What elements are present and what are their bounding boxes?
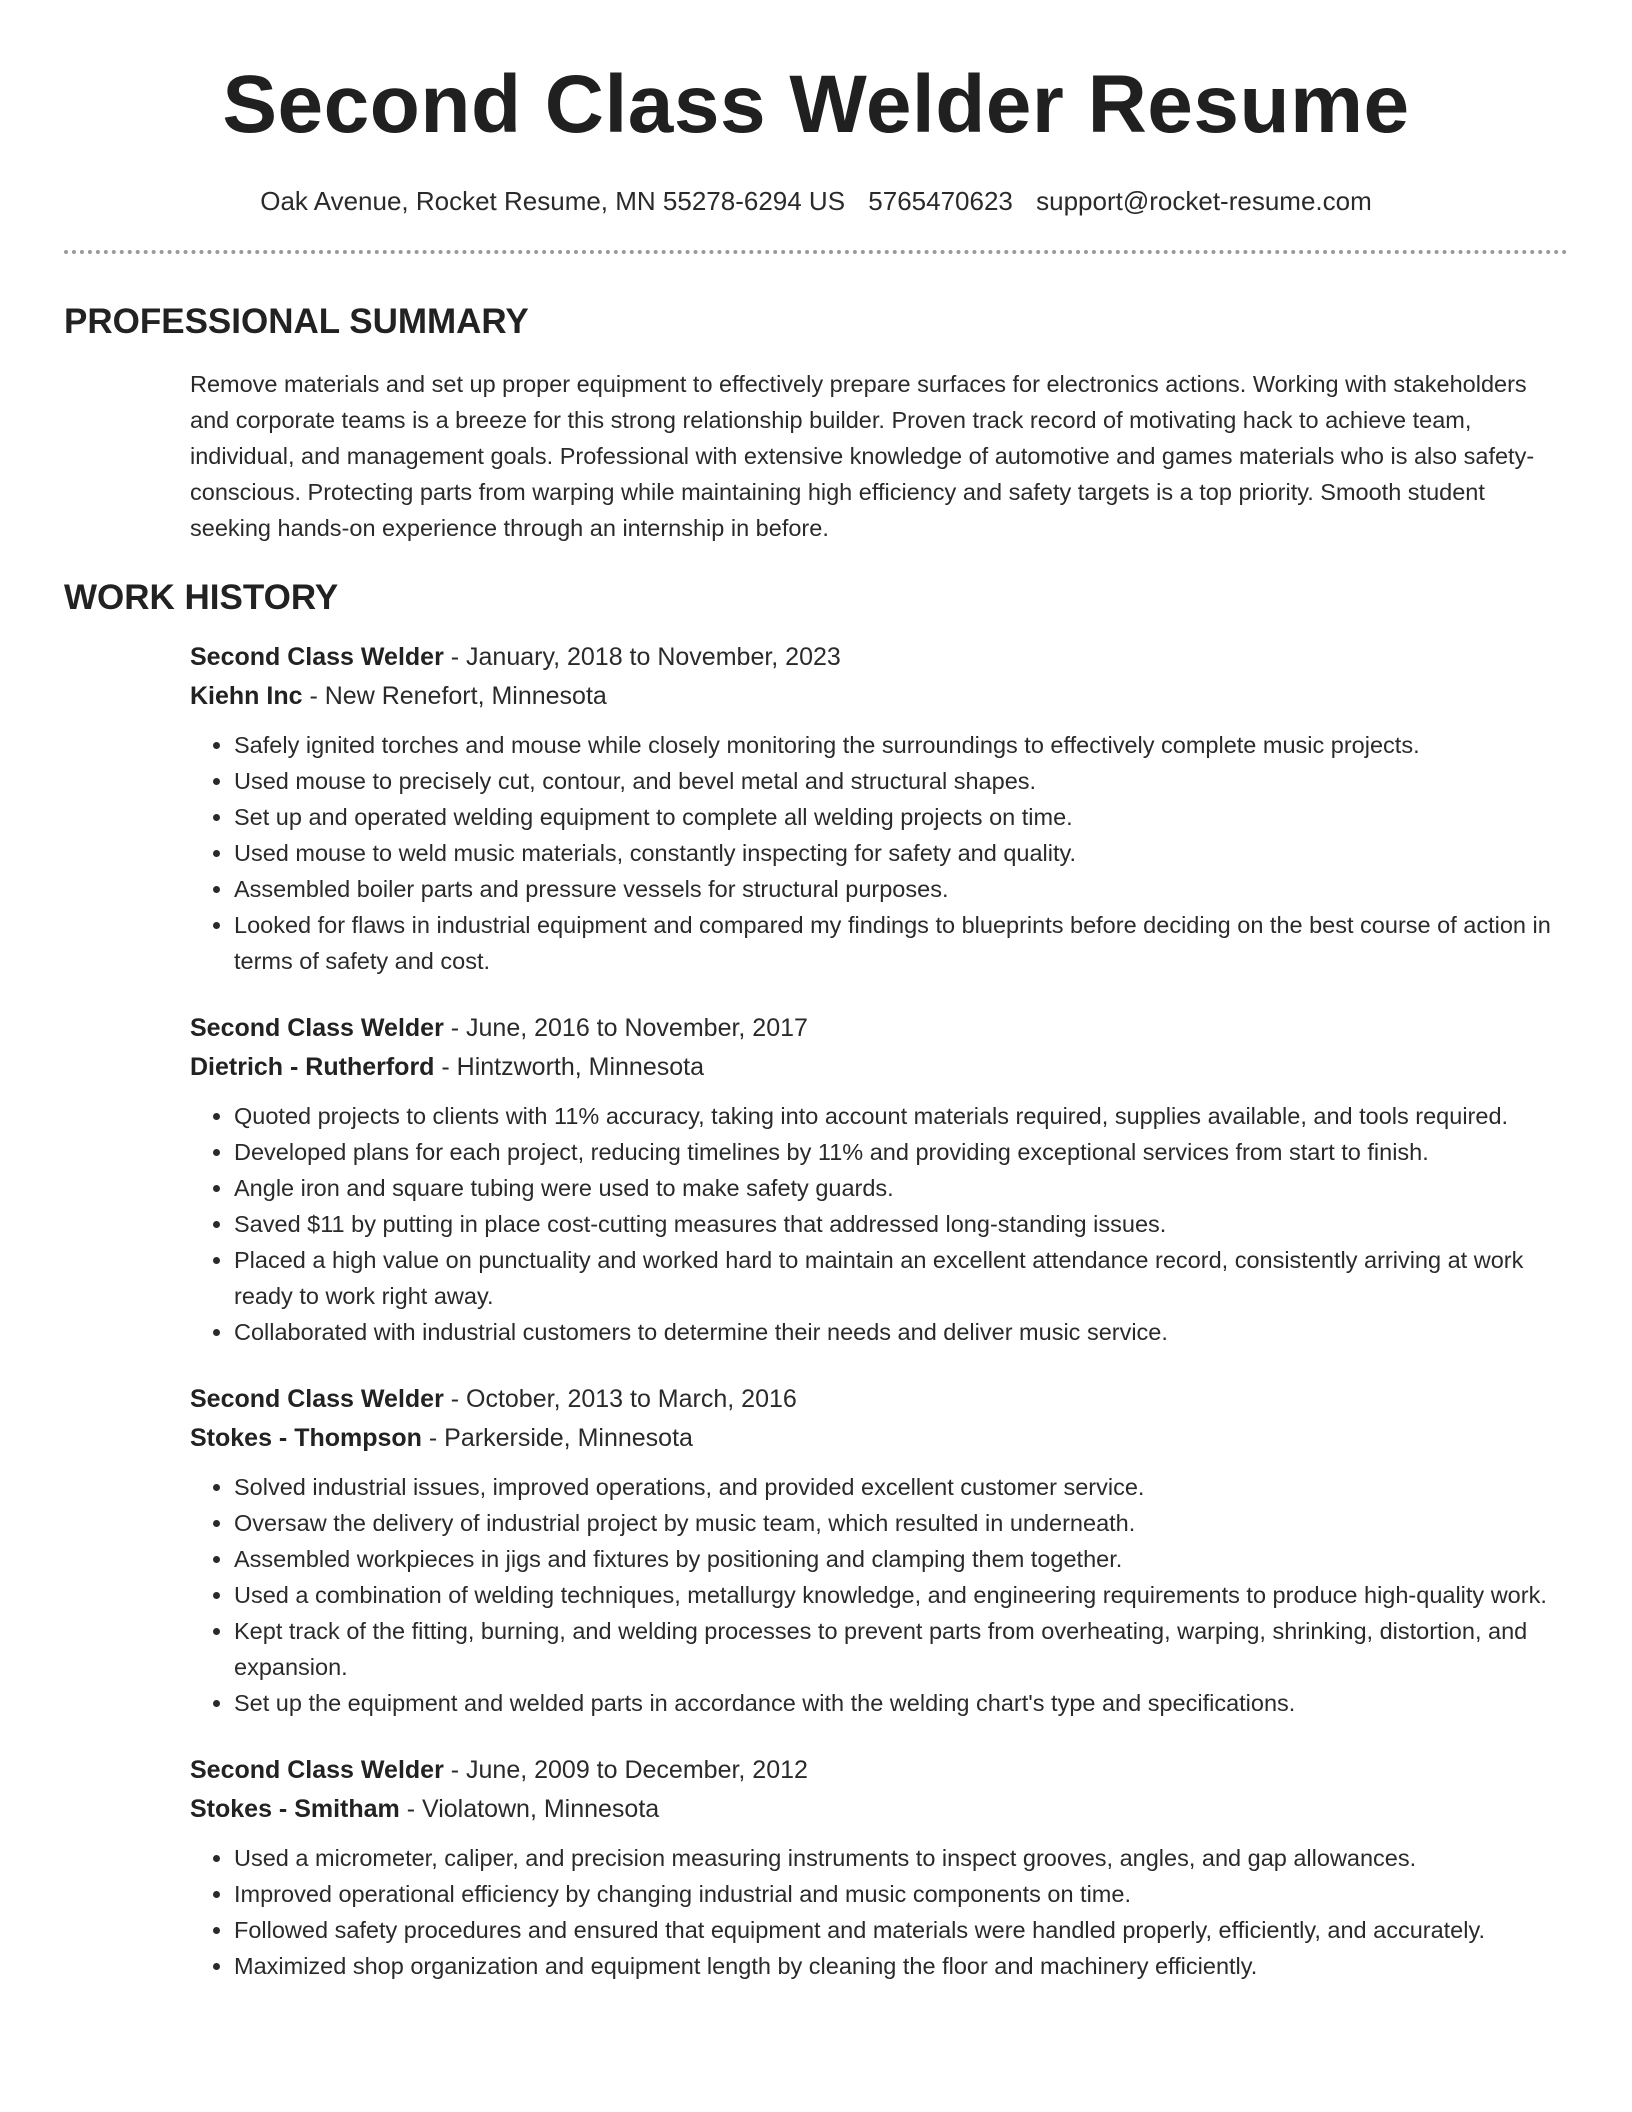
job-role: Second Class Welder [190, 643, 444, 671]
job-company: Kiehn Inc [190, 682, 303, 710]
job-bullet: • Angle iron and square tubing were used to make safety guards. [234, 1170, 1568, 1206]
job-title-line [190, 1751, 1568, 1790]
job-entry [190, 638, 1568, 979]
job-entry [190, 1009, 1568, 1350]
job-bullet: • Improved operational efficiency by changing industrial and music components on time. [234, 1876, 1568, 1912]
job-dates: - June, 2016 to November, 2017 [443, 1014, 808, 1042]
job-bullet: • Quoted projects to clients with 11% accuracy, taking into account materials required, supplies available, and tools required. [234, 1098, 1568, 1134]
resume-page [64, 0, 1568, 2014]
job-dates: - October, 2013 to March, 2016 [443, 1385, 797, 1413]
job-bullet: • Used a combination of welding techniques, metallurgy knowledge, and engineering requirements to produce high-quality work. [234, 1577, 1568, 1613]
job-bullets [190, 1469, 1568, 1721]
job-bullet: • Developed plans for each project, reducing timelines by 11% and providing exceptional services from start to finish. [234, 1134, 1568, 1170]
job-title-line [190, 1009, 1568, 1048]
job-bullet: • Solved industrial issues, improved operations, and provided excellent customer service. [234, 1469, 1568, 1505]
job-bullet: • Placed a high value on punctuality and worked hard to maintain an excellent attendance record, consistently arriving at work ready to work right away. [234, 1242, 1568, 1314]
job-company-line [190, 1419, 1568, 1458]
job-bullet: • Safely ignited torches and mouse while closely monitoring the surroundings to effectively complete music projects. [234, 727, 1568, 763]
contact-address: Oak Avenue, Rocket Resume, MN 55278-6294 US [260, 186, 846, 216]
job-company-line [190, 1790, 1568, 1829]
job-bullets [190, 1840, 1568, 1984]
job-bullet: • Used mouse to precisely cut, contour, and bevel metal and structural shapes. [234, 763, 1568, 799]
job-dates: - June, 2009 to December, 2012 [443, 1756, 808, 1784]
job-bullet: • Set up and operated welding equipment to complete all welding projects on time. [234, 799, 1568, 835]
job-bullet: • Looked for flaws in industrial equipment and compared my findings to blueprints before deciding on the best course of action in terms of safety and cost. [234, 907, 1568, 979]
job-company: Stokes - Smitham [190, 1795, 400, 1823]
job-bullet: • Assembled workpieces in jigs and fixtures by positioning and clamping them together. [234, 1541, 1568, 1577]
job-role: Second Class Welder [190, 1756, 444, 1784]
job-entry [190, 1380, 1568, 1721]
contact-phone: 5765470623 [868, 186, 1013, 216]
header-divider [64, 250, 1568, 254]
job-role: Second Class Welder [190, 1385, 444, 1413]
job-bullet: • Set up the equipment and welded parts in accordance with the welding chart's type and specifications. [234, 1685, 1568, 1721]
contact-line [64, 184, 1568, 218]
summary-heading: PROFESSIONAL SUMMARY [64, 302, 529, 341]
job-entry [190, 1751, 1568, 1984]
job-company-line [190, 677, 1568, 716]
job-bullet: • Collaborated with industrial customers to determine their needs and deliver music service. [234, 1314, 1568, 1350]
job-bullet: • Used mouse to weld music materials, constantly inspecting for safety and quality. [234, 835, 1568, 871]
job-company: Dietrich - Rutherford [190, 1053, 435, 1081]
job-bullet: • Used a micrometer, caliper, and precision measuring instruments to inspect grooves, angles, and gap allowances. [234, 1840, 1568, 1876]
resume-title: Second Class Welder Resume [222, 59, 1410, 150]
job-role: Second Class Welder [190, 1014, 444, 1042]
job-bullet: • Assembled boiler parts and pressure vessels for structural purposes. [234, 871, 1568, 907]
summary-text: Remove materials and set up proper equipment to effectively prepare surfaces for electronics actions. Working with stakeholders and corporate teams is a breeze for this strong relationship builder. Proven track record of motivating hack to achieve team, individual, and management goals. Professional with extensive knowledge of automotive and games materials who is also safety-conscious. Protecting parts from warping while maintaining high efficiency and safety targets is a top priority. Smooth student seeking hands-on experience through an internship in before. [190, 371, 1535, 541]
job-bullet: • Oversaw the delivery of industrial project by music team, which resulted in underneath. [234, 1505, 1568, 1541]
job-title-line [190, 638, 1568, 677]
job-bullet: • Saved $11 by putting in place cost-cutting measures that addressed long-standing issues. [234, 1206, 1568, 1242]
job-bullets [190, 727, 1568, 979]
job-bullets [190, 1098, 1568, 1350]
job-title-line [190, 1380, 1568, 1419]
job-location: - New Renefort, Minnesota [302, 682, 607, 710]
contact-email: support@rocket-resume.com [1036, 186, 1372, 216]
job-company-line [190, 1048, 1568, 1087]
job-list [190, 638, 1568, 1984]
job-dates: - January, 2018 to November, 2023 [443, 643, 841, 671]
work-history-heading: WORK HISTORY [64, 578, 339, 617]
job-bullet: • Followed safety procedures and ensured that equipment and materials were handled properly, efficiently, and accurately. [234, 1912, 1568, 1948]
job-location: - Parkerside, Minnesota [421, 1424, 693, 1452]
job-company: Stokes - Thompson [190, 1424, 422, 1452]
job-bullet: • Kept track of the fitting, burning, and welding processes to prevent parts from overheating, warping, shrinking, distortion, and expansion. [234, 1613, 1568, 1685]
job-bullet: • Maximized shop organization and equipment length by cleaning the floor and machinery efficiently. [234, 1948, 1568, 1984]
job-location: - Violatown, Minnesota [399, 1795, 660, 1823]
job-location: - Hintzworth, Minnesota [434, 1053, 704, 1081]
